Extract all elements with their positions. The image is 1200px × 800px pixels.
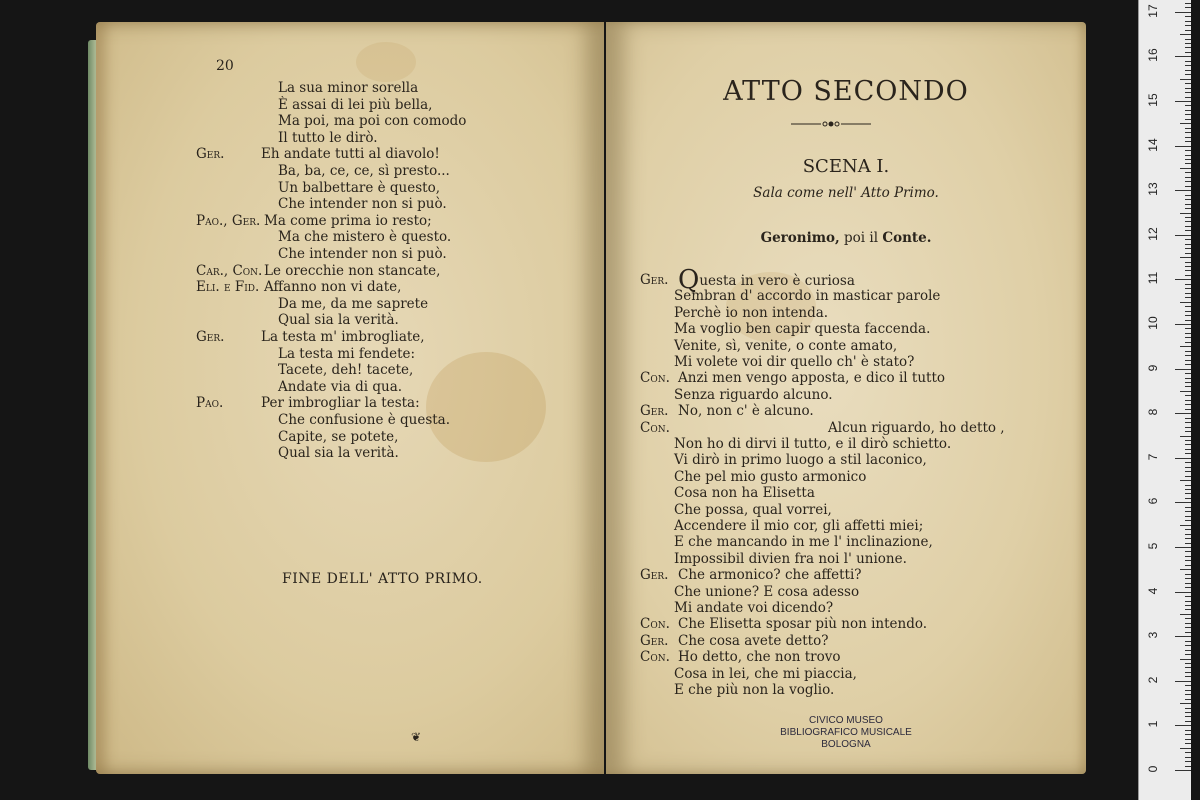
open-book xyxy=(96,22,1086,780)
ruler-tick xyxy=(1185,511,1191,512)
ruler-tick xyxy=(1175,458,1191,459)
end-of-act: FINE DELL' ATTO PRIMO. xyxy=(282,571,483,587)
ruler-tick xyxy=(1175,56,1191,57)
ruler-tick xyxy=(1185,699,1191,700)
ruler-tick xyxy=(1185,195,1191,196)
ruler-number: 13 xyxy=(1146,182,1160,196)
ruler-tick xyxy=(1185,493,1191,494)
verse-line: Le orecchie non stancate, xyxy=(264,262,441,279)
verse-line: E che più non la voglio. xyxy=(674,682,835,698)
ruler-tick xyxy=(1185,440,1191,441)
verse-line: Eh andate tutti al diavolo! xyxy=(261,146,440,163)
ruler-tick xyxy=(1185,467,1191,468)
scene-characters xyxy=(606,230,1086,246)
ruler-tick xyxy=(1185,431,1191,432)
ruler-tick xyxy=(1185,418,1191,419)
verse-line: Che Elisetta sposar più non intendo. xyxy=(678,616,928,633)
verse-line: Alcun riguardo, ho detto , xyxy=(828,419,1005,436)
speaker-label: Ger. xyxy=(196,329,225,345)
ruler-tick xyxy=(1185,685,1191,686)
speaker-label: Ger. xyxy=(640,403,669,420)
ruler-tick xyxy=(1185,623,1191,624)
ruler-tick xyxy=(1185,351,1191,352)
ruler-tick xyxy=(1185,462,1191,463)
ruler-tick xyxy=(1185,752,1191,753)
ruler-tick xyxy=(1185,766,1191,767)
ruler-number: 12 xyxy=(1146,227,1160,241)
verse-line: No, non c' è alcuno. xyxy=(678,403,814,420)
ruler-tick xyxy=(1185,132,1191,133)
ruler-tick xyxy=(1180,123,1191,124)
ruler-number: 2 xyxy=(1146,676,1160,684)
ruler-tick xyxy=(1185,400,1191,401)
ruler-tick xyxy=(1185,230,1191,231)
ruler-tick xyxy=(1185,217,1191,218)
ruler-tick xyxy=(1185,618,1191,619)
ruler-tick xyxy=(1185,248,1191,249)
ruler-tick xyxy=(1185,337,1191,338)
ruler-number: 1 xyxy=(1146,721,1160,728)
speaker-label: Con. xyxy=(640,649,670,666)
speaker-label: Con. xyxy=(640,370,670,387)
ruler-tick xyxy=(1185,627,1191,628)
ruler-tick xyxy=(1185,16,1191,17)
ruler-number: 6 xyxy=(1146,498,1160,505)
verse-line: Che possa, qual vorrei, xyxy=(674,501,832,518)
speaker-label: Ger. xyxy=(640,567,669,584)
ruler-tick xyxy=(1185,364,1191,365)
ruler-tick xyxy=(1180,346,1191,347)
verse-line: Andate via di qua. xyxy=(278,378,403,395)
foxing-stain xyxy=(426,352,546,462)
ruler-tick xyxy=(1185,221,1191,222)
ruler-tick xyxy=(1185,444,1191,445)
ruler-tick xyxy=(1185,534,1191,535)
page-number: 20 xyxy=(216,58,234,74)
ruler-tick xyxy=(1180,659,1191,660)
ruler-tick xyxy=(1185,270,1191,271)
act-title: ATTO SECONDO xyxy=(723,76,969,107)
ruler-tick xyxy=(1175,12,1191,13)
ruler-number: 17 xyxy=(1146,4,1160,18)
ruler-tick xyxy=(1185,186,1191,187)
ruler-tick xyxy=(1185,92,1191,93)
ruler-tick xyxy=(1185,498,1191,499)
ruler-number: 3 xyxy=(1146,631,1160,639)
ruler-tick xyxy=(1185,565,1191,566)
ruler-tick xyxy=(1185,551,1191,552)
ruler-tick xyxy=(1185,676,1191,677)
foxing-stain xyxy=(356,42,416,82)
ruler-tick xyxy=(1185,25,1191,26)
ruler-tick xyxy=(1185,654,1191,655)
ruler-tick xyxy=(1180,257,1191,258)
verse-line: Vi dirò in primo luogo a stil laconico, xyxy=(674,452,927,469)
ruler-tick xyxy=(1185,716,1191,717)
ruler-tick xyxy=(1185,293,1191,294)
ruler-tick xyxy=(1185,74,1191,75)
speaker-label: Pao. xyxy=(196,395,224,412)
ruler-tick xyxy=(1185,712,1191,713)
speaker-label: Con. xyxy=(640,616,670,633)
measuring-ruler xyxy=(1138,0,1191,800)
ruler-tick xyxy=(1185,449,1191,450)
ruler-tick xyxy=(1175,413,1191,414)
ruler-tick xyxy=(1185,538,1191,539)
ruler-tick xyxy=(1185,70,1191,71)
ruler-tick xyxy=(1185,30,1191,31)
verse-line: Perchè io non intenda. xyxy=(674,304,829,321)
verse-line: Un balbettare è questo, xyxy=(278,179,441,196)
verse-line: Senza riguardo alcuno. xyxy=(674,386,833,403)
ruler-number: 14 xyxy=(1146,137,1160,152)
ruler-tick xyxy=(1175,324,1191,325)
ruler-tick xyxy=(1185,88,1191,89)
ruler-tick xyxy=(1175,235,1191,236)
ruler-number: 4 xyxy=(1146,587,1160,594)
character-name: Conte. xyxy=(882,230,932,246)
ruler-tick xyxy=(1185,226,1191,227)
ruler-tick xyxy=(1185,453,1191,454)
ruler-tick xyxy=(1180,614,1191,615)
ruler-tick xyxy=(1185,7,1191,8)
ruler-tick xyxy=(1185,382,1191,383)
verse-line: Venite, sì, venite, o conte amato, xyxy=(674,337,898,354)
ruler-number: 16 xyxy=(1146,48,1160,63)
ruler-tick xyxy=(1185,43,1191,44)
ruler-tick xyxy=(1185,743,1191,744)
speaker-label: Ger. xyxy=(640,272,669,288)
ruler-tick xyxy=(1185,609,1191,610)
ruler-number: 5 xyxy=(1146,542,1160,550)
ruler-tick xyxy=(1180,168,1191,169)
ruler-tick xyxy=(1185,694,1191,695)
stamp-line: CIVICO MUSEO xyxy=(809,715,883,726)
ruler-tick xyxy=(1185,427,1191,428)
ruler-tick xyxy=(1185,409,1191,410)
verse-line: Ba, ba, ce, ce, sì presto... xyxy=(278,163,450,179)
right-page xyxy=(606,22,1086,774)
verse-line: La testa m' imbrogliate, xyxy=(261,329,425,345)
verse-line: Ma voglio ben capir questa faccenda. xyxy=(674,321,931,338)
verse-line: Che pel mio gusto armonico xyxy=(674,468,867,485)
ruler-tick xyxy=(1185,605,1191,606)
ruler-tick xyxy=(1180,34,1191,35)
ruler-tick xyxy=(1185,422,1191,423)
verse-line: Che unione? E cosa adesso xyxy=(674,583,860,600)
ruler-tick xyxy=(1185,529,1191,530)
ruler-tick xyxy=(1185,373,1191,374)
ruler-tick xyxy=(1175,636,1191,637)
ruler-tick xyxy=(1185,52,1191,53)
ruler-tick xyxy=(1185,476,1191,477)
ruler-number: 10 xyxy=(1146,316,1160,330)
ruler-tick xyxy=(1185,645,1191,646)
ruler-number: 7 xyxy=(1146,453,1160,461)
ruler-tick xyxy=(1185,328,1191,329)
scene-title: SCENA I. xyxy=(802,156,890,177)
ruler-tick xyxy=(1185,61,1191,62)
ruler-tick xyxy=(1185,177,1191,178)
ruler-tick xyxy=(1175,146,1191,147)
scene-setting: Sala come nell' Atto Primo. xyxy=(753,185,939,201)
speaker-label: Ger. xyxy=(196,146,225,163)
ruler-tick xyxy=(1185,204,1191,205)
ruler-tick xyxy=(1180,391,1191,392)
ruler-tick xyxy=(1175,502,1191,503)
ruler-tick xyxy=(1185,137,1191,138)
ornament-icon: ❦ xyxy=(411,730,422,744)
ruler-tick xyxy=(1185,275,1191,276)
verse-line: Che armonico? che affetti? xyxy=(678,567,862,584)
verse-line: La testa mi fendete: xyxy=(278,345,416,362)
ruler-tick xyxy=(1185,739,1191,740)
ruler-tick xyxy=(1180,480,1191,481)
ruler-tick xyxy=(1185,734,1191,735)
ruler-tick xyxy=(1185,632,1191,633)
ruler-tick xyxy=(1185,150,1191,151)
stamp-line: BOLOGNA xyxy=(821,739,871,750)
verse-line: Per imbrogliar la testa: xyxy=(261,395,420,412)
ruler-tick xyxy=(1185,65,1191,66)
ruler-tick xyxy=(1185,721,1191,722)
verse-line: Che intender non si può. xyxy=(278,196,447,213)
ruler-tick xyxy=(1185,471,1191,472)
ruler-tick xyxy=(1185,208,1191,209)
left-page xyxy=(96,22,604,774)
ruler-tick xyxy=(1185,284,1191,285)
ruler-tick xyxy=(1185,601,1191,602)
verse-line: Che cosa avete detto? xyxy=(678,632,829,649)
drop-cap: Q xyxy=(678,265,700,295)
ruler-tick xyxy=(1185,641,1191,642)
verse-line: Che confusione è questa. xyxy=(278,412,451,428)
verse-line: Mi volete voi dir quello ch' è stato? xyxy=(674,354,915,370)
verse-line: Da me, da me saprete xyxy=(278,295,429,312)
ruler-tick xyxy=(1185,97,1191,98)
verse-line: Cosa in lei, che mi piaccia, xyxy=(674,665,857,682)
verse-line: Impossibil divien fra noi l' unione. xyxy=(674,550,907,567)
verse-line: Cosa non ha Elisetta xyxy=(674,485,815,502)
character-name: Geronimo, xyxy=(760,230,840,246)
ruler-number: 11 xyxy=(1146,272,1160,285)
ruler-tick xyxy=(1185,730,1191,731)
ruler-tick xyxy=(1185,199,1191,200)
verse-line: Ho detto, che non trovo xyxy=(678,649,841,666)
ruler-tick xyxy=(1175,770,1191,771)
ruler-tick xyxy=(1175,592,1191,593)
ruler-tick xyxy=(1175,190,1191,191)
verse-line: Che intender non si può. xyxy=(278,246,447,262)
speaker-label: Con. xyxy=(640,419,670,436)
ruler-tick xyxy=(1185,650,1191,651)
verse-line: Affanno non vi date, xyxy=(264,279,402,296)
verse-line: Mi andate voi dicendo? xyxy=(674,600,834,616)
ruler-tick xyxy=(1180,569,1191,570)
ruler-tick xyxy=(1185,574,1191,575)
ruler-tick xyxy=(1185,489,1191,490)
ruler-tick xyxy=(1185,110,1191,111)
verse-line: Accendere il mio cor, gli affetti miei; xyxy=(674,518,924,534)
verse-line: Tacete, deh! tacete, xyxy=(278,362,414,379)
ruler-tick xyxy=(1185,47,1191,48)
ruler-tick xyxy=(1180,703,1191,704)
library-stamp xyxy=(766,715,926,751)
ruler-tick xyxy=(1185,596,1191,597)
ruler-tick xyxy=(1185,21,1191,22)
ruler-tick xyxy=(1185,516,1191,517)
verse-line: E che mancando in me l' inclinazione, xyxy=(674,534,933,551)
ruler-tick xyxy=(1180,79,1191,80)
ruler-tick xyxy=(1185,172,1191,173)
ruler-tick xyxy=(1185,667,1191,668)
ruler-tick xyxy=(1185,560,1191,561)
ruler-tick xyxy=(1185,663,1191,664)
ruler-tick xyxy=(1185,583,1191,584)
ruler-tick xyxy=(1185,119,1191,120)
ruler-tick xyxy=(1185,239,1191,240)
divider-ornament-icon xyxy=(791,120,871,128)
ruler-tick xyxy=(1180,213,1191,214)
ruler-tick xyxy=(1185,163,1191,164)
ruler-tick xyxy=(1175,101,1191,102)
speaker-label: Car., Con. xyxy=(196,262,263,279)
ruler-tick xyxy=(1185,244,1191,245)
ruler-tick xyxy=(1185,672,1191,673)
verse-line: È assai di lei più bella, xyxy=(278,96,433,113)
ruler-tick xyxy=(1185,761,1191,762)
ruler-tick xyxy=(1185,355,1191,356)
verse-line: Ma come prima io resto; xyxy=(264,212,432,229)
ruler-tick xyxy=(1185,297,1191,298)
ruler-tick xyxy=(1180,302,1191,303)
ruler-tick xyxy=(1185,320,1191,321)
ruler-tick xyxy=(1185,155,1191,156)
verse-line: Non ho di dirvi il tutto, e il dirò schietto. xyxy=(674,436,952,452)
ruler-tick xyxy=(1180,525,1191,526)
ruler-tick xyxy=(1185,556,1191,557)
verse-line: Sembran d' accordo in masticar parole xyxy=(674,288,941,305)
ruler-tick xyxy=(1185,306,1191,307)
speaker-label: Ger. xyxy=(640,632,669,649)
ruler-tick xyxy=(1185,105,1191,106)
verse-line: Il tutto le dirò. xyxy=(278,129,378,146)
ruler-tick xyxy=(1180,436,1191,437)
verse-line: Qual sia la verità. xyxy=(278,312,399,329)
ruler-number: 15 xyxy=(1146,93,1160,107)
ruler-tick xyxy=(1185,708,1191,709)
ruler-tick xyxy=(1185,543,1191,544)
ruler-tick xyxy=(1185,3,1191,4)
verse-line: Qual sia la verità. xyxy=(278,445,399,462)
verse-line: La sua minor sorella xyxy=(278,80,419,96)
ruler-tick xyxy=(1175,369,1191,370)
ruler-tick xyxy=(1185,757,1191,758)
ruler-tick xyxy=(1185,266,1191,267)
speaker-label: Eli. e Fid. xyxy=(196,279,260,296)
ruler-tick xyxy=(1185,333,1191,334)
ruler-number: 9 xyxy=(1146,364,1160,371)
ruler-tick xyxy=(1185,39,1191,40)
verse-line: Anzi men vengo apposta, e dico il tutto xyxy=(678,370,946,387)
ruler-tick xyxy=(1185,520,1191,521)
ruler-number: 0 xyxy=(1146,765,1160,773)
ruler-tick xyxy=(1175,725,1191,726)
ruler-tick xyxy=(1175,547,1191,548)
ruler-tick xyxy=(1185,83,1191,84)
ruler-tick xyxy=(1185,386,1191,387)
ruler-tick xyxy=(1185,360,1191,361)
ruler-tick xyxy=(1185,159,1191,160)
ruler-tick xyxy=(1185,578,1191,579)
verse-line: Ma poi, ma poi con comodo xyxy=(278,113,467,130)
ruler-tick xyxy=(1175,681,1191,682)
verse-line: Capite, se potete, xyxy=(278,428,399,445)
verse-line xyxy=(678,265,855,295)
speaker-label: Pao., Ger. xyxy=(196,212,261,229)
ruler-tick xyxy=(1185,395,1191,396)
stamp-line: BIBLIOGRAFICO MUSICALE xyxy=(780,727,912,738)
ruler-tick xyxy=(1185,114,1191,115)
ruler-tick xyxy=(1185,181,1191,182)
ruler-tick xyxy=(1185,507,1191,508)
ruler-tick xyxy=(1185,288,1191,289)
ruler-tick xyxy=(1185,404,1191,405)
ruler-tick xyxy=(1180,748,1191,749)
ruler-tick xyxy=(1185,315,1191,316)
ruler-tick xyxy=(1185,128,1191,129)
characters-connector: poi il xyxy=(839,230,883,246)
ruler-tick xyxy=(1185,262,1191,263)
verse-text: uesta in vero è curiosa xyxy=(699,273,855,289)
verse-line: Ma che mistero è questo. xyxy=(278,229,452,246)
ruler-tick xyxy=(1185,141,1191,142)
ruler-tick xyxy=(1185,253,1191,254)
ruler-number: 8 xyxy=(1146,408,1160,416)
ruler-tick xyxy=(1185,485,1191,486)
ruler-tick xyxy=(1185,342,1191,343)
ruler-tick xyxy=(1185,311,1191,312)
ruler-tick xyxy=(1175,279,1191,280)
ruler-tick xyxy=(1185,587,1191,588)
ruler-tick xyxy=(1185,690,1191,691)
ruler-tick xyxy=(1185,378,1191,379)
